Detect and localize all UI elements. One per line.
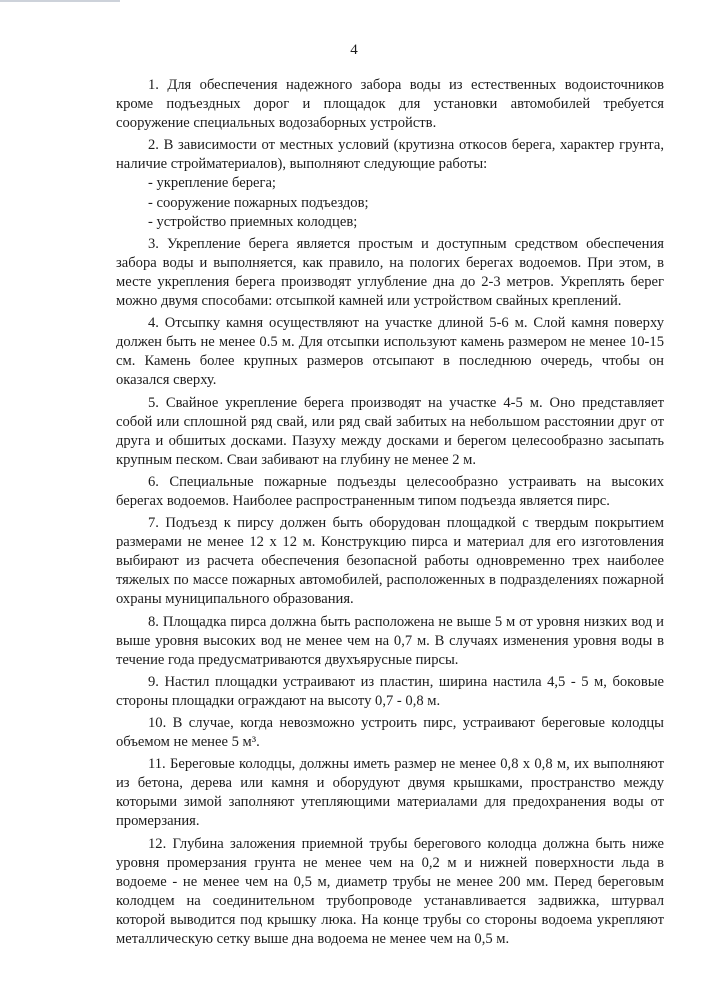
list-item: - устройство приемных колодцев; (148, 213, 358, 230)
paragraph-1: 1. Для обеспечения надежного забора воды из естественных водоисточников кроме подъездных дорог и площадок для установки автомобилей требуется сооружение специальных водозаборных устройств. (116, 77, 664, 132)
document-body (116, 76, 664, 952)
paragraph-4: 4. Отсыпку камня осуществляют на участке длиной 5-6 м. Слой камня поверху должен быть не менее 0.5 м. Для отсыпки используют камень размером не менее 10-15 см. Камень более крупных размеров отсыпают в последнюю очередь, чтобы он оказался сверху. (116, 315, 664, 389)
paragraph-11: 11. Береговые колодцы, должны иметь размер не менее 0,8 х 0,8 м, их выполняют из бетона, дерева или камня и оборудуют двумя крышками, пространство между которыми зимой заполняют утепляющими материалами для предохранения воды от промерзания. (116, 756, 664, 830)
paragraph-10: 10. В случае, когда невозможно устроить пирс, устраивают береговые колодцы объемом не менее 5 м³. (116, 715, 664, 751)
top-edge-mark (0, 0, 120, 2)
paragraph-7: 7. Подъезд к пирсу должен быть оборудован площадкой с твердым покрытием размерами не менее 12 х 12 м. Конструкцию пирса и материал для его изготовления выбирают из расчета обеспечения безопасной работы одновременно трех наиболее тяжелых по массе пожарных автомобилей, расположенных в подразделениях пожарной охраны муниципального образования. (116, 515, 664, 608)
list-item: - укрепление берега; (148, 175, 276, 192)
page-number: 4 (350, 42, 358, 58)
paragraph-5: 5. Свайное укрепление берега производят на участке 4-5 м. Оно представляет собой или сплошной ряд свай, или ряд свай забитых на небольшом расстоянии друг от друга и обшитых досками. Пазуху между досками и берегом целесообразно засыпать крупным песком. Сваи забивают на глубину не менее 2 м. (116, 394, 664, 468)
list-item: - сооружение пожарных подъездов; (148, 194, 369, 211)
paragraph-3: 3. Укрепление берега является простым и доступным средством обеспечения забора воды и выполняется, как правило, на пологих берегах водоемов. При этом, в месте укрепления берега производят углубление дна до 2-3 метров. Укреплять берег можно двумя способами: отсыпкой камней или устройством свайных креплений. (116, 235, 664, 310)
paragraph-8: 8. Площадка пирса должна быть расположена не выше 5 м от уровня низких вод и выше уровня высоких вод не менее чем на 0,7 м. В случаях изменения уровня воды в течение года предусматриваются двухъярусные пирсы. (116, 613, 664, 668)
paragraph-9: 9. Настил площадки устраивают из пластин, ширина настила 4,5 - 5 м, боковые стороны площадки ограждают на высоту 0,7 - 0,8 м. (116, 673, 664, 709)
paragraph-2: 2. В зависимости от местных условий (крутизна откосов берега, характер грунта, наличие стройматериалов), выполняют следующие работы: (116, 137, 664, 173)
paragraph-6: 6. Специальные пожарные подъезды целесообразно устраивать на высоких берегах водоемов. Наиболее распространенным типом подъезда является пирс. (116, 473, 664, 509)
paragraph-12: 12. Глубина заложения приемной трубы берегового колодца должна быть ниже уровня промерзания грунта не менее чем на 0,2 м и нижней поверхности льда в водоеме - не менее чем на 0,5 м, диаметр трубы не менее 200 мм. Перед береговым колодцем на соединительном трубопроводе устанавливается задвижка, штурвал которой выводится под крышку люка. На конце трубы со стороны водоема укрепляют металлическую сетку выше дна водоема не менее чем на 0,5 м. (116, 835, 664, 948)
